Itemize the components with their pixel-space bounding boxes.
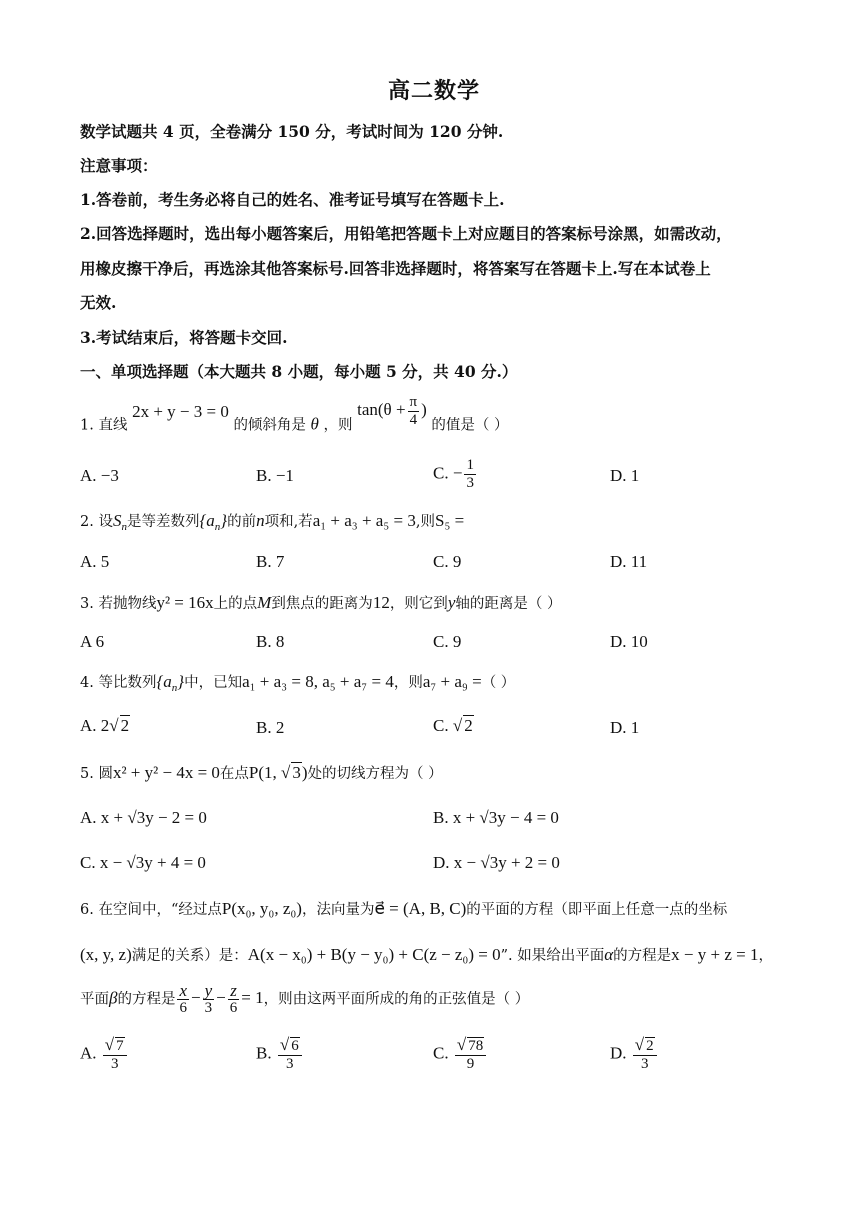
q3-option-b[interactable]: B. 8 [256, 632, 285, 651]
question-6-line-1 [80, 898, 727, 919]
q1-option-a[interactable]: A. −3 [80, 466, 119, 485]
q6-text: 的方程是 [613, 948, 672, 964]
q2-text: 项和,若 [264, 514, 313, 530]
q4-target: a₇ + a₉ = [422, 672, 482, 691]
q5-option-d[interactable]: D. x − √3y + 2 = 0 [433, 853, 560, 872]
q3-y-axis: y [447, 593, 456, 612]
q1-option-c[interactable]: C. − $\frac{1}{3}$ [433, 457, 474, 491]
q6-text: 满足的关系）是： [131, 948, 248, 964]
q5-circle: x² + y² − 4x = 0 [112, 763, 220, 782]
q4-text: ，则 [393, 675, 423, 691]
q4-option-a[interactable]: A. 2√ 2 [80, 716, 130, 735]
notice-item-3: 3.考试结束后，将答题卡交回. [80, 328, 288, 347]
q6-beta: β [109, 988, 118, 1008]
q2-text: 2. 设 [80, 514, 113, 530]
q6-coordinates: (x, y, z) [80, 945, 132, 964]
q2-option-d[interactable]: D. 11 [610, 552, 648, 571]
q6-option-d[interactable]: D. $\frac{√ 2}{3}$ [610, 1036, 659, 1073]
q1-text: 1. 直线 [80, 417, 128, 434]
q3-text: ，则它到 [389, 596, 448, 612]
q4-sequence: $\{a_n\}$ [156, 672, 185, 694]
q6-point: P(x₀, y₀, z₀) [221, 899, 302, 918]
q1-text: 的倾斜角是 [233, 417, 306, 434]
q3-distance: 12 [372, 593, 390, 612]
q4-text: 中，已知 [184, 675, 243, 691]
q4-option-d[interactable]: D. 1 [610, 718, 640, 737]
q3-option-a[interactable]: A 6 [80, 632, 105, 651]
q2-text: 的前 [227, 514, 257, 530]
question-2 [80, 510, 464, 533]
question-1 [80, 394, 509, 443]
notice-heading: 注意事项： [80, 156, 158, 175]
q5-option-b[interactable]: B. x + √3y − 4 = 0 [433, 808, 559, 827]
q5-text: 在点 [219, 766, 249, 782]
q6-text: ”. 如果给出平面 [500, 948, 605, 964]
notice-item-2-line-1: 2.回答选择题时，选出每小题答案后，用铅笔把答题卡上对应题目的答案标号涂黑，如需改动， [80, 224, 732, 243]
q4-option-b[interactable]: B. 2 [256, 718, 285, 737]
q5-text: 5. 圆 [80, 766, 113, 782]
notice-item-2-line-2: 用橡皮擦干净后，再选涂其他答案标号.回答非选择题时，将答案写在答题卡上.写在本试卷上 [80, 259, 711, 278]
q5-point-p: P(1, √ 3) [248, 763, 308, 782]
q1-tan-expression: tan(θ + $\frac{\pi}{4}$ ) [357, 394, 427, 428]
q5-text: 处的切线方程为（ ） [307, 766, 443, 782]
q4-text: （ ） [481, 675, 516, 691]
q6-text: ，法向量为 [301, 902, 375, 918]
q6-text: 平面 [80, 991, 109, 1008]
q3-parabola: y² = 16x [156, 593, 214, 612]
q3-text: 3. 若抛物线 [80, 596, 157, 612]
q1-option-b[interactable]: B. −1 [256, 466, 294, 485]
q2-sequence: $\{a_n\}$ [199, 511, 228, 533]
notice-item-1: 1.答卷前，考生务必将自己的姓名、准考证号填写在答题卡上. [80, 190, 505, 209]
exam-intro: 数学试题共 4 页，全卷满分 150 分，考试时间为 120 分钟. [80, 122, 504, 141]
q3-text: 到焦点的距离为 [271, 596, 373, 612]
question-4 [80, 671, 515, 694]
q2-sn: $S_n$ [112, 511, 127, 533]
q3-point-m: M [257, 593, 272, 612]
q1-text: ，则 [323, 417, 353, 434]
q2-text: ,则 [415, 514, 435, 530]
q2-option-b[interactable]: B. 7 [256, 552, 285, 571]
q3-option-d[interactable]: D. 10 [610, 632, 648, 651]
q1-line-equation: 2x + y − 3 = 0 [132, 402, 229, 422]
q4-condition: a₁ + a₃ = 8, a₅ + a₇ = 4 [242, 672, 394, 691]
q6-alpha: α [604, 945, 614, 964]
q2-text: 是等差数列 [126, 514, 200, 530]
q6-option-c[interactable]: C. $\frac{√ 78}{9}$ [433, 1036, 488, 1073]
q4-text: 4. 等比数列 [80, 675, 157, 691]
q6-option-b[interactable]: B. $\frac{√ 6}{3}$ [256, 1036, 304, 1073]
q3-text: 上的点 [213, 596, 258, 612]
q6-text: ， [758, 948, 773, 964]
q2-option-a[interactable]: A. 5 [80, 552, 110, 571]
q4-option-c[interactable]: C. √ 2 [433, 716, 473, 735]
q1-theta: θ [310, 414, 319, 434]
q2-s5: S₅ = [434, 511, 465, 530]
question-3 [80, 592, 561, 613]
question-5 [80, 762, 443, 783]
q2-condition: a₁ + a₃ + a₅ = 3 [312, 511, 416, 530]
section-heading-single-choice: 一、单项选择题（本大题共 8 小题，每小题 5 分，共 40 分.） [80, 362, 518, 381]
q3-option-c[interactable]: C. 9 [433, 632, 462, 651]
q6-text: 的方程是 [117, 991, 176, 1008]
page-title: 高二数学 [387, 78, 480, 104]
q2-option-c[interactable]: C. 9 [433, 552, 462, 571]
q1-text: 的值是（ ） [431, 417, 509, 434]
question-6-line-3 [80, 982, 529, 1017]
q6-text: 的平面的方程（即平面上任意一点的坐标 [466, 902, 728, 918]
question-6-line-2 [80, 944, 773, 965]
q6-alpha-equation: x − y + z = 1 [671, 945, 759, 964]
q5-option-a[interactable]: A. x + √3y − 2 = 0 [80, 808, 207, 827]
notice-item-2-line-3: 无效. [80, 293, 117, 312]
q6-normal-vector: e⃗ = (A, B, C) [374, 899, 467, 918]
q2-n: n [256, 511, 265, 530]
q6-text: ，则由这两平面所成的角的正弦值是（ ） [263, 991, 530, 1008]
q1-option-d[interactable]: D. 1 [610, 466, 640, 485]
q5-option-c[interactable]: C. x − √3y + 4 = 0 [80, 853, 206, 872]
q6-plane-equation: A(x − x₀) + B(y − y₀) + C(z − z₀) = 0 [247, 945, 501, 964]
q6-beta-equation: $\frac{x}{6}$ − $\frac{y}{3}$ − $\frac{z}{6}$ = 1 [179, 981, 264, 1016]
q6-option-a[interactable]: A. $\frac{√ 7}{3}$ [80, 1036, 129, 1073]
q3-text: 轴的距离是（ ） [455, 596, 562, 612]
q6-text: 6. 在空间中，“经过点 [80, 902, 222, 918]
